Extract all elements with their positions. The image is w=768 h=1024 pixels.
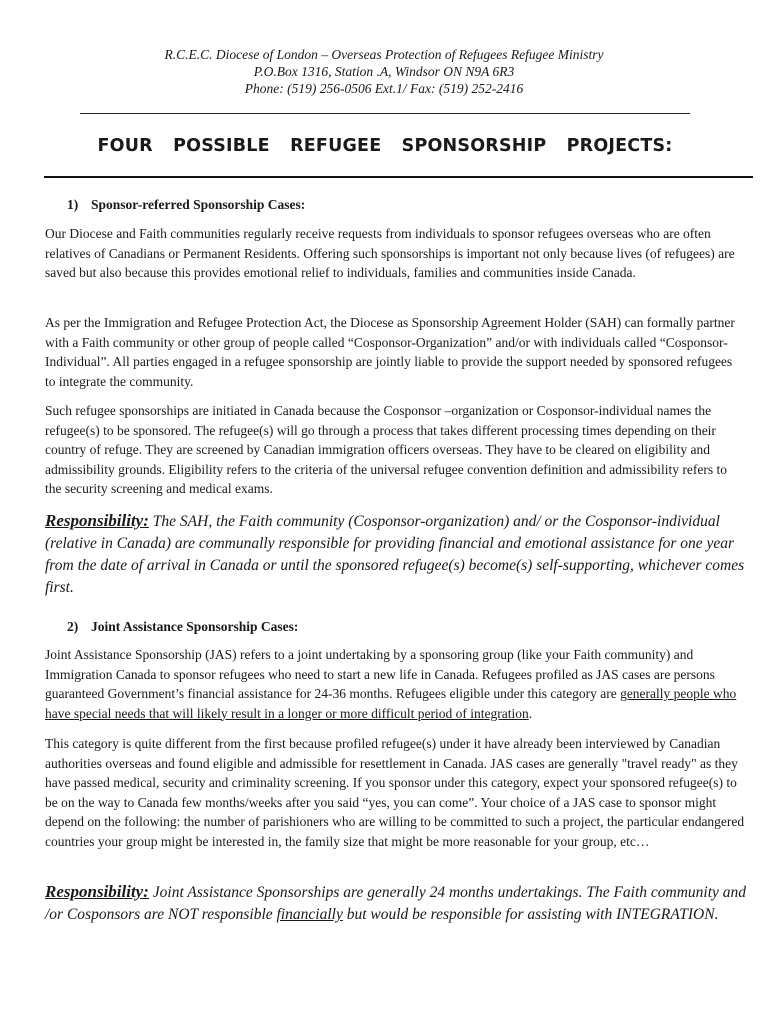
page-title: FOUR POSSIBLE REFUGEE SPONSORSHIP PROJECTS: xyxy=(97,136,673,156)
header-divider xyxy=(80,113,690,114)
letterhead-organization: R.C.E.C. Diocese of London – Overseas Protection of Refugees Refugee Ministry xyxy=(164,47,604,62)
section-2-responsibility xyxy=(45,881,755,926)
section-1-responsibility-text: The SAH, the Faith community (Cosponsor-organization) and/ or the Cosponsor-individual (relative in Canada) are communally responsible for providing financial and emotional assistance for one year from the date of arrival in Canada or until the sponsored refugee(s) become(s) self-supporting, whichever comes first. xyxy=(45,513,745,596)
section-2-paragraph-1 xyxy=(45,645,745,723)
section-2-paragraph-2: This category is quite different from the first because profiled refugee(s) under it have already been interviewed by Canadian authorities overseas and found eligible and admissible for resettlement in Canada. JAS cases are generally "travel ready" as they have passed medical, security and criminality screening. If you sponsor under this category, expect your sponsored refugee(s) to be on the way to Canada few months/weeks after you said “yes, you can come”. Your choice of a JAS case to sponsor might depend on the following: the number of parishioners who are willing to be committed to such a project, the particular endangered countries your group might be interested in, the family size that might be more reasonable for your group, etc… xyxy=(45,736,745,849)
section-1-paragraph-3: Such refugee sponsorships are initiated in Canada because the Cosponsor –organization or Cosponsor-individual names the refugee(s) to be sponsored. The refugee(s) will go through a process that takes different processing times depending on their country of refuge. They are screened by Canadian immigration officers overseas. They have to be cleared on eligibility and admissibility grounds. Eligibility refers to the criteria of the universal refugee convention definition and admissibility refers to the security screening and medical exams. xyxy=(45,403,727,496)
section-1-responsibility-label: Responsibility: xyxy=(45,511,149,530)
letterhead-contact: Phone: (519) 256-0506 Ext.1/ Fax: (519) 252-2416 xyxy=(244,81,524,96)
letterhead xyxy=(0,46,768,97)
section-2-responsibility-label: Responsibility: xyxy=(45,882,149,901)
section-2-responsibility-end: but would be responsible for assisting with INTEGRATION. xyxy=(342,906,719,923)
section-1-paragraph-1: Our Diocese and Faith communities regularly receive requests from individuals to sponsor refugees overseas who are often relatives of Canadians or Permanent Residents. Offering such sponsorships is important not only because lives (of refugees) are saved but also because this provides emotional relief to individuals, families and communities inside Canada. xyxy=(45,226,735,280)
section-2-paragraph-1-text: Joint Assistance Sponsorship (JAS) refers to a joint undertaking by a sponsoring group (like your Faith community) and Immigration Canada to sponsor refugees who need to start a new life in Canada. Refugees profiled as JAS cases are persons guaranteed Government’s financial assistance for 24-36 months. Refugees eligible under this category are xyxy=(45,647,715,701)
section-2-responsibility-underlined: financially xyxy=(276,906,343,923)
section-2-title: Joint Assistance Sponsorship Cases: xyxy=(91,619,299,634)
section-2-responsibility-text: Joint Assistance Sponsorships are generally 24 months undertakings. The Faith community and /or Cosponsors are NOT responsible xyxy=(45,884,747,923)
section-2-heading xyxy=(67,619,298,635)
section-1-heading xyxy=(67,197,305,213)
section-1-number: 1) xyxy=(67,197,79,212)
section-1-paragraph-2: As per the Immigration and Refugee Protection Act, the Diocese as Sponsorship Agreement Holder (SAH) can formally partner with a Faith community or other group of people called “Cosponsor-Organization” and/or with individuals called “Cosponsor-Individual”. All parties engaged in a refugee sponsorship are jointly liable to provide the support needed by sponsored refugees to integrate the community. xyxy=(45,315,735,389)
section-2-paragraph-1-underlined: generally people who have special needs that will likely result in a longer or more difficult period of integration xyxy=(45,686,737,721)
title-divider xyxy=(44,176,753,178)
letterhead-address: P.O.Box 1316, Station .A, Windsor ON N9A 6R3 xyxy=(253,64,515,79)
section-2-number: 2) xyxy=(67,619,79,634)
section-2-paragraph-1-end: . xyxy=(528,705,533,721)
section-1-title: Sponsor-referred Sponsorship Cases: xyxy=(91,197,306,212)
section-1-responsibility xyxy=(45,510,755,599)
